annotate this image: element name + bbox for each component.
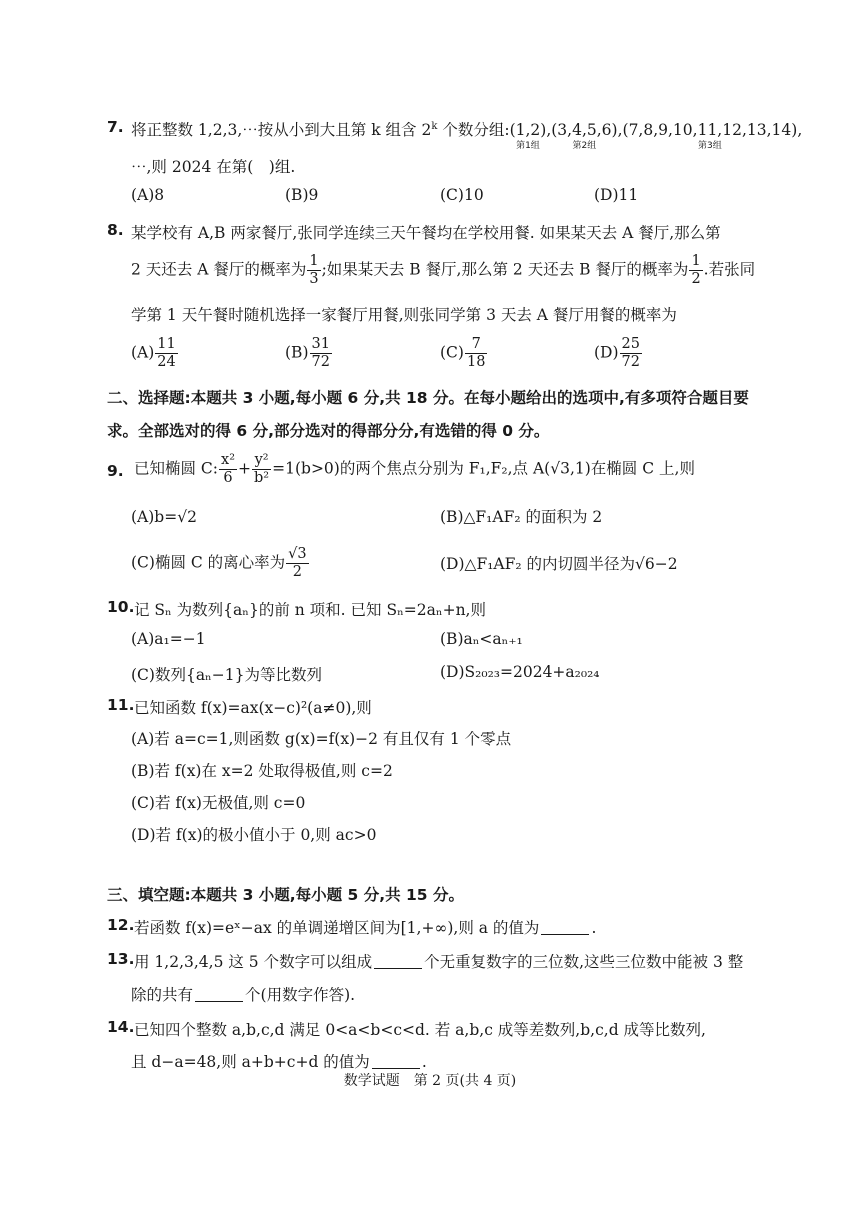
q10-option-c: (C)数列{aₙ−1}为等比数列 [131,666,322,684]
q8-option-d-num: 25 [621,336,640,352]
question-7-stem-line2: ⋯,则 2024 在第( )组. [131,158,296,176]
question-10-number: 10. [107,598,135,616]
question-14-stem-line1: 已知四个整数 a,b,c,d 满足 0<a<b<c<d. 若 a,b,c 成等差数列,b,c,d 成等比数列, [134,1021,706,1039]
q9-frac2-den: b² [254,470,270,486]
q9-option-b: (B)△F₁AF₂ 的面积为 2 [440,508,603,526]
q8-option-b-num: 31 [311,336,330,352]
q9-option-c-num: √3 [288,546,307,562]
question-8-stem-line3: 学第 1 天午餐时随机选择一家餐厅用餐,则张同学第 3 天去 A 餐厅用餐的概率为 [131,306,677,324]
q13-text-b: 个无重复数字的三位数,这些三位数中能被 3 整 [424,953,744,971]
q13-text-a: 用 1,2,3,4,5 这 5 个数字可以组成 [134,953,373,971]
q8-text-b: ;如果某天去 B 餐厅,那么第 2 天还去 B 餐厅的概率为 [321,260,689,279]
question-14-stem-line2 [131,1050,427,1072]
q13-text-d: 个(用数字作答). [245,986,356,1004]
q8-option-d-label: (D) [594,343,619,362]
question-9-number: 9. [107,462,124,480]
q9-option-d: (D)△F₁AF₂ 的内切圆半径为√6−2 [440,555,678,573]
q8-option-c [440,336,488,371]
q8-option-c-fraction [465,336,487,371]
q7-group3-value: (7,8,9,10,11,12,13,14) [622,121,798,139]
q9-option-c-fraction [286,546,308,581]
question-8-stem-line2 [131,253,755,288]
q8-option-c-den: 18 [466,354,486,370]
question-7-number: 7. [107,118,124,136]
q7-group3-label: 第3组 [698,141,722,151]
q8-frac1-num: 1 [309,253,319,269]
question-7-stem-line1: 将正整数 1,2,3,⋯按从小到大且第 k 组含 2$^k$ 个数分组:(1,2) 第1组 ,(3,4,5,6) 第2组 ,(7,8,9,10,11,12,13,14) 第3组 , [131,120,803,151]
q8-option-a-num: 11 [157,336,176,352]
q8-option-a-den: 24 [157,354,176,370]
q10-option-b: (B)aₙ<aₙ₊₁ [440,630,523,648]
q9-frac1-den: 6 [219,469,237,487]
q8-option-d-fraction [620,336,642,371]
q7-text-c: , [797,121,803,139]
q8-option-b [285,336,333,371]
q14-text-b: . [421,1053,427,1071]
question-12-stem [134,916,596,938]
q8-text-a: 2 天还去 A 餐厅的概率为 [131,260,307,279]
q12-answer-blank[interactable] [541,934,589,935]
q9-fraction-y [252,452,271,487]
q8-option-d [594,336,643,371]
q8-option-b-fraction [310,336,332,371]
q11-option-a: (A)若 a=c=1,则函数 g(x)=f(x)−2 有且仅有 1 个零点 [131,730,512,748]
q7-text-a: 将正整数 1,2,3,⋯按从小到大且第 k 组含 2 [131,121,432,139]
question-10-stem: 记 Sₙ 为数列{aₙ}的前 n 项和. 已知 Sₙ=2aₙ+n,则 [134,601,486,619]
q7-exponent: k [431,120,438,132]
q9-text-a: 已知椭圆 C: [134,459,219,478]
q8-fraction-1 [307,253,320,288]
q7-option-d: (D)11 [594,186,639,204]
q9-text-b: =1(b>0)的两个焦点分别为 F₁,F₂,点 A(√3,1)在椭圆 C 上,则 [272,459,695,478]
q7-text-b: 个数分组: [437,121,510,139]
q8-option-c-label: (C) [440,343,464,362]
q9-option-c-den: 2 [286,563,308,581]
question-13-number: 13. [107,950,135,968]
section-2-heading-line2: 求。全部选对的得 6 分,部分选对的得部分分,有选错的得 0 分。 [107,422,550,440]
q9-plus: + [238,459,252,478]
question-8-number: 8. [107,221,124,239]
question-14-number: 14. [107,1018,135,1036]
q9-frac1-num: x² [221,452,236,468]
q8-option-a-fraction [155,336,177,371]
question-11-stem: 已知函数 f(x)=ax(x−c)²(a≠0),则 [134,699,372,717]
q13-text-c: 除的共有 [131,986,194,1004]
q8-fraction-2 [689,253,702,288]
q9-frac2-num: y² [254,452,269,468]
q8-option-d-den: 72 [621,354,640,370]
q8-frac2-den: 2 [691,271,701,287]
q7-group1-label: 第1组 [516,141,540,151]
q8-option-b-label: (B) [285,343,309,362]
q11-option-b: (B)若 f(x)在 x=2 处取得极值,则 c=2 [131,762,393,780]
q10-option-d: (D)S₂₀₂₃=2024+a₂₀₂₄ [440,663,600,681]
q7-group2 [551,121,618,151]
q14-text-a: 且 d−a=48,则 a+b+c+d 的值为 [131,1053,370,1071]
q7-option-a: (A)8 [131,186,165,204]
question-13-stem-line1 [134,950,743,972]
q9-fraction-x [219,452,237,487]
q8-option-a [131,336,179,371]
q9-option-c [131,546,310,581]
question-13-stem-line2 [131,983,355,1005]
q14-answer-blank[interactable] [372,1068,420,1069]
q9-option-c-text: (C)椭圆 C 的离心率为 [131,553,286,572]
q7-group3 [622,121,798,151]
q7-group1-value: (1,2) [509,121,547,139]
q8-text-c: .若张同 [703,260,756,279]
question-9-stem [134,452,695,487]
q13-answer-blank-2[interactable] [195,1001,243,1002]
q12-text-b: . [591,919,597,937]
q7-group2-label: 第2组 [572,141,597,151]
q9-option-a: (A)b=√2 [131,508,197,526]
q7-option-b: (B)9 [285,186,319,204]
section-2-heading-line1: 二、选择题:本题共 3 小题,每小题 6 分,共 18 分。在每小题给出的选项中,有多项符合题目要 [107,389,749,407]
question-8-stem-line1: 某学校有 A,B 两家餐厅,张同学连续三天午餐均在学校用餐. 如果某天去 A 餐厅,那么第 [131,224,721,242]
q11-option-c: (C)若 f(x)无极值,则 c=0 [131,794,306,812]
q7-group2-value: (3,4,5,6) [551,121,618,139]
q8-option-b-den: 72 [311,354,330,370]
page-footer: 数学试题 第 2 页(共 4 页) [343,1073,517,1089]
q12-text-a: 若函数 f(x)=eˣ−ax 的单调递增区间为[1,+∞),则 a 的值为 [134,919,540,937]
q8-option-a-label: (A) [131,343,155,362]
q7-group1 [509,121,547,151]
q7-option-c: (C)10 [440,186,484,204]
question-11-number: 11. [107,696,135,714]
q10-option-a: (A)a₁=−1 [131,630,206,648]
q8-frac1-den: 3 [309,271,319,287]
q8-option-c-num: 7 [471,336,481,352]
q13-answer-blank-1[interactable] [374,968,422,969]
question-12-number: 12. [107,916,135,934]
q8-frac2-num: 1 [691,253,701,269]
section-3-heading: 三、填空题:本题共 3 小题,每小题 5 分,共 15 分。 [107,886,464,904]
q11-option-d: (D)若 f(x)的极小值小于 0,则 ac>0 [131,826,377,844]
